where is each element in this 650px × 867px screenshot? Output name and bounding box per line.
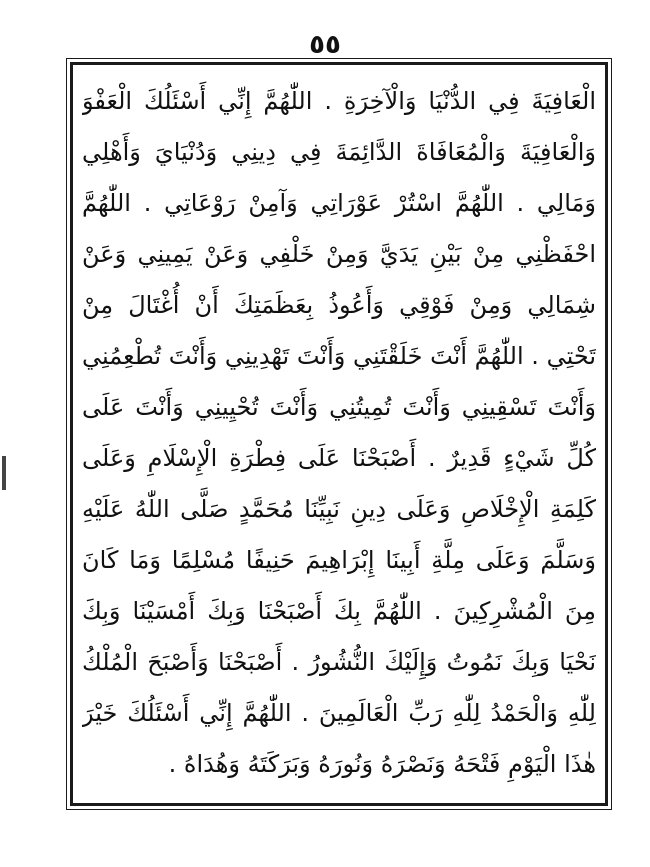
text-line: الْعَافِيَةَ فِي الدُّنْيَا وَالْآخِرَةِ . اللّٰهُمَّ إِنِّي أَسْئَلُكَ الْعَفْوَ (82, 87, 596, 115)
text-line: وَالْعَافِيَةَ وَالْمُعَافَاةَ الدَّائِمَةَ فِي دِينِي وَدُنْيَايَ وَأَهْلِي (82, 138, 596, 166)
text-line: كُلِّ شَيْءٍ قَدِيرٌ . أَصْبَحْنَا عَلَى فِطْرَةِ الْإِسْلَامِ وَعَلَى (82, 444, 596, 472)
text-line: كَلِمَةِ الْإِخْلَاصِ وَعَلَى دِينِ نَبِيِّنَا مُحَمَّدٍ صَلَّى اللّٰهُ عَلَيْهِ (82, 495, 596, 523)
text-line: لِلّٰهِ وَالْحَمْدُ لِلّٰهِ رَبِّ الْعَالَمِينَ . اللّٰهُمَّ إِنِّي أَسْئَلُكَ خَيْرَ (82, 699, 596, 727)
text-line: هٰذَا الْيَوْمِ فَتْحَهُ وَنَصْرَهُ وَنُورَهُ وَبَرَكَتَهُ وَهُدَاهُ . (168, 750, 596, 778)
text-line: نَحْيَا وَبِكَ نَمُوتُ وَإِلَيْكَ النُّشُورُ . أَصْبَحْنَا وَأَصْبَحَ الْمُلْكُ (82, 648, 596, 676)
text-line: شِمَالِي وَمِنْ فَوْقِي وَأَعُوذُ بِعَظَمَتِكَ أَنْ أُغْتَالَ مِنْ (82, 291, 596, 319)
scan-edge-mark (2, 456, 6, 490)
text-line: تَحْتِي . اللّٰهُمَّ أَنْتَ خَلَقْتَنِي وَأَنْتَ تَهْدِينِي وَأَنْتَ تُطْعِمُنِي (82, 342, 596, 370)
text-line: وَأَنْتَ تَسْقِينِي وَأَنْتَ تُمِيتُنِي وَأَنْتَ تُحْيِينِي وَأَنْتَ عَلَى (82, 393, 596, 421)
text-line: مِنَ الْمُشْرِكِينَ . اللّٰهُمَّ بِكَ أَصْبَحْنَا وَبِكَ أَمْسَيْنَا وَبِكَ (82, 597, 596, 625)
text-line: احْفَظْنِي مِنْ بَيْنِ يَدَيَّ وَمِنْ خَلْفِي وَعَنْ يَمِينِي وَعَنْ (82, 240, 596, 268)
text-line: وَمَالِي . اللّٰهُمَّ اسْتُرْ عَوْرَاتِي وَآمِنْ رَوْعَاتِي . اللّٰهُمَّ (82, 189, 596, 217)
text-line: وَسَلَّمَ وَعَلَى مِلَّةِ أَبِينَا إِبْرَاهِيمَ حَنِيفًا مُسْلِمًا وَمَا كَانَ (82, 546, 596, 574)
page-number: ٥٥ (309, 30, 341, 60)
arabic-text-block (82, 76, 596, 796)
